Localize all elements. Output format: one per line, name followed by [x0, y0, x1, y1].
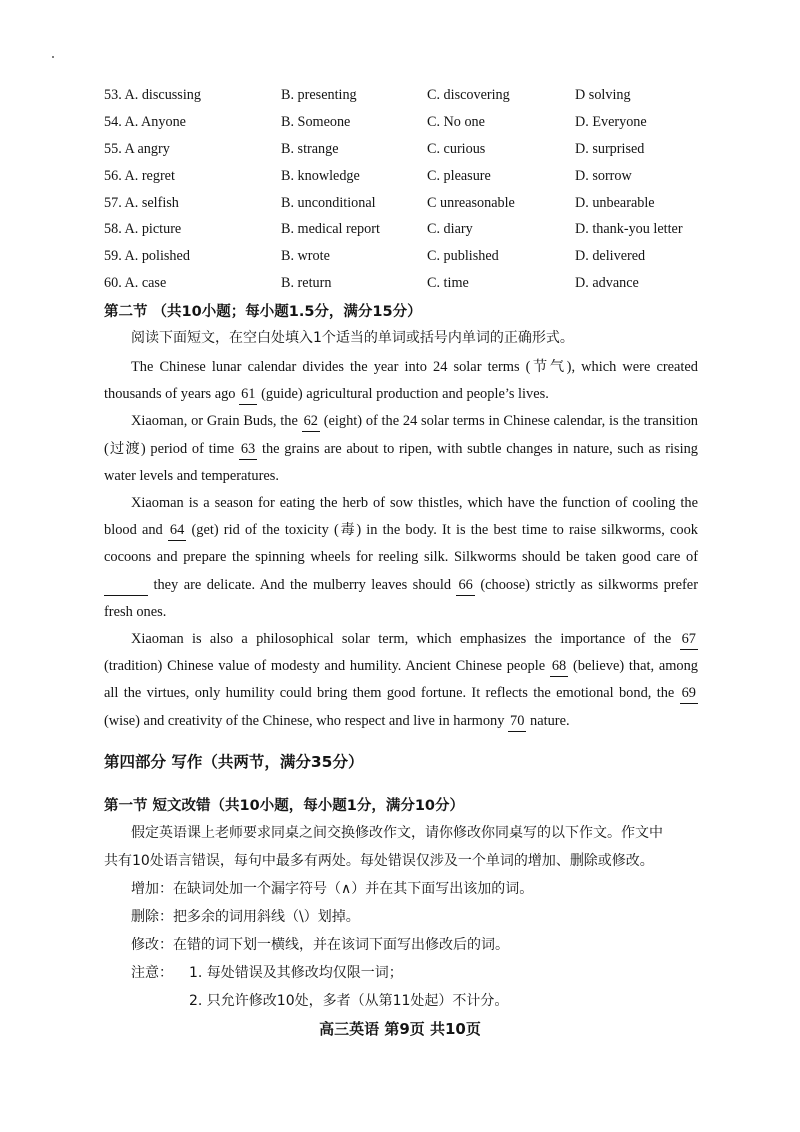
option: D. unbearable	[575, 194, 655, 211]
option: 57. A. selfish	[104, 194, 179, 211]
instruction-modify: 修改：在错的词下划一横线，并在该词下面写出修改后的词。	[131, 937, 509, 953]
passage-text: Xiaoman, or Grain Buds, the	[131, 413, 302, 430]
option: D. Everyone	[575, 113, 647, 130]
passage-text: nature.	[526, 712, 570, 729]
option: C. No one	[427, 113, 485, 130]
cloze-options	[104, 84, 724, 299]
option: D. advance	[575, 275, 639, 292]
note-1: 1. 每处错误及其修改均仅限一词；	[189, 965, 403, 981]
option: B. medical report	[281, 221, 380, 238]
passage-text: (guide) agricultural production and people’s lives.	[257, 386, 549, 403]
instruction-delete: 删除：把多余的词用斜线（\）划掉。	[131, 909, 360, 925]
option: B. wrote	[281, 248, 330, 265]
option: C. time	[427, 275, 469, 292]
passage-text: The Chinese lunar calendar divides the year into 24 solar terms (节气), which were created thousands of years ago	[104, 359, 698, 403]
section-1-heading: 第一节 短文改错（共10小题，每小题1分，满分10分）	[104, 798, 464, 814]
option-row-55	[104, 138, 724, 165]
blank-67[interactable]: 67	[680, 629, 698, 650]
scan-speck	[52, 56, 54, 58]
option: 54. A. Anyone	[104, 113, 186, 130]
part-4-heading: 第四部分 写作（共两节，满分35分）	[104, 753, 364, 771]
paragraph-4	[104, 626, 698, 735]
option: B. Someone	[281, 113, 351, 130]
paragraph-2	[104, 408, 698, 490]
passage-text: the grains are about to ripen, with subtle changes in nature, such as rising water levels and temperatures.	[104, 440, 698, 484]
passage-text: (get) rid of the toxicity (毒) in the body. It is the best time to raise silkworms, cook cocoons and prepare the spinning wheels for reeling silk. Silkworms should be taken good care of	[104, 522, 698, 566]
blank-65[interactable]	[104, 575, 148, 596]
option-row-53	[104, 84, 724, 111]
option: B. unconditional	[281, 194, 376, 211]
passage-text: (wise) and creativity of the Chinese, who respect and live in harmony	[104, 712, 509, 729]
blank-69[interactable]: 69	[680, 683, 698, 704]
option: D. delivered	[575, 248, 646, 265]
section-2-instruction: 阅读下面短文，在空白处填入1个适当的单词或括号内单词的正确形式。	[131, 330, 574, 346]
option: D solving	[575, 87, 631, 103]
option: 58. A. picture	[104, 221, 182, 238]
blank-61[interactable]: 61	[239, 384, 257, 405]
option: B. presenting	[281, 87, 357, 103]
option-row-58	[104, 218, 724, 245]
section-2-heading: 第二节 （共10小题；每小题1.5分，满分15分）	[104, 304, 422, 320]
option: 55. A angry	[104, 140, 170, 157]
instruction-line-1: 假定英语课上老师要求同桌之间交换修改作文，请你修改你同桌写的以下作文。作文中	[131, 825, 663, 841]
passage-text: (believe) that, among all the virtues, only humility could bring them good fortune. It reflects the emotional bond, the	[104, 658, 698, 702]
option: C unreasonable	[427, 194, 515, 211]
option: B. strange	[281, 140, 339, 157]
option: D. surprised	[575, 140, 645, 157]
passage-text: (tradition) Chinese value of modesty and humility. Ancient Chinese people	[104, 658, 550, 675]
paragraph-3	[104, 490, 698, 626]
reading-passage	[104, 354, 698, 735]
option: C. published	[427, 248, 499, 265]
option: B. return	[281, 275, 332, 292]
blank-63[interactable]: 63	[239, 439, 257, 460]
passage-text: Xiaoman is also a philosophical solar term, which emphasizes the importance of the	[131, 631, 680, 648]
option-row-54	[104, 111, 724, 138]
option: D. thank-you letter	[575, 221, 683, 238]
passage-text: (choose) strictly as silkworms prefer fresh ones.	[104, 576, 698, 620]
blank-70[interactable]: 70	[508, 711, 526, 732]
passage-text: Xiaoman is a season for eating the herb of sow thistles, which have the function of cooling the blood and	[104, 495, 698, 539]
option: 56. A. regret	[104, 167, 175, 184]
option: C. diary	[427, 221, 473, 238]
blank-62[interactable]: 62	[302, 411, 320, 432]
option: C. curious	[427, 140, 486, 157]
blank-66[interactable]: 66	[456, 575, 474, 596]
option: D. sorrow	[575, 167, 632, 184]
option-row-60	[104, 272, 724, 299]
instruction-add: 增加：在缺词处加一个漏字符号（∧）并在其下面写出该加的词。	[131, 881, 534, 897]
blank-68[interactable]: 68	[550, 656, 568, 677]
passage-text: (eight) of the 24 solar terms in Chinese calendar, is the transition (过渡) period of time	[104, 413, 699, 457]
option-row-59	[104, 245, 724, 272]
option: B. knowledge	[281, 167, 360, 184]
blank-64[interactable]: 64	[168, 520, 186, 541]
option: C. pleasure	[427, 167, 491, 184]
option: 59. A. polished	[104, 248, 190, 265]
page-footer: 高三英语 第9页 共10页	[319, 1020, 481, 1038]
option: 60. A. case	[104, 275, 167, 292]
option: 53. A. discussing	[104, 87, 201, 103]
option: C. discovering	[427, 87, 510, 103]
option-row-56	[104, 165, 724, 192]
note-label: 注意：	[131, 965, 173, 981]
passage-text: they are delicate. And the mulberry leaves should	[148, 576, 457, 593]
note-2: 2. 只允许修改10处，多者（从第11处起）不计分。	[189, 993, 509, 1009]
paragraph-1	[104, 354, 698, 408]
option-row-57	[104, 192, 724, 219]
instruction-line-2: 共有10处语言错误，每句中最多有两处。每处错误仅涉及一个单词的增加、删除或修改。	[104, 853, 654, 869]
